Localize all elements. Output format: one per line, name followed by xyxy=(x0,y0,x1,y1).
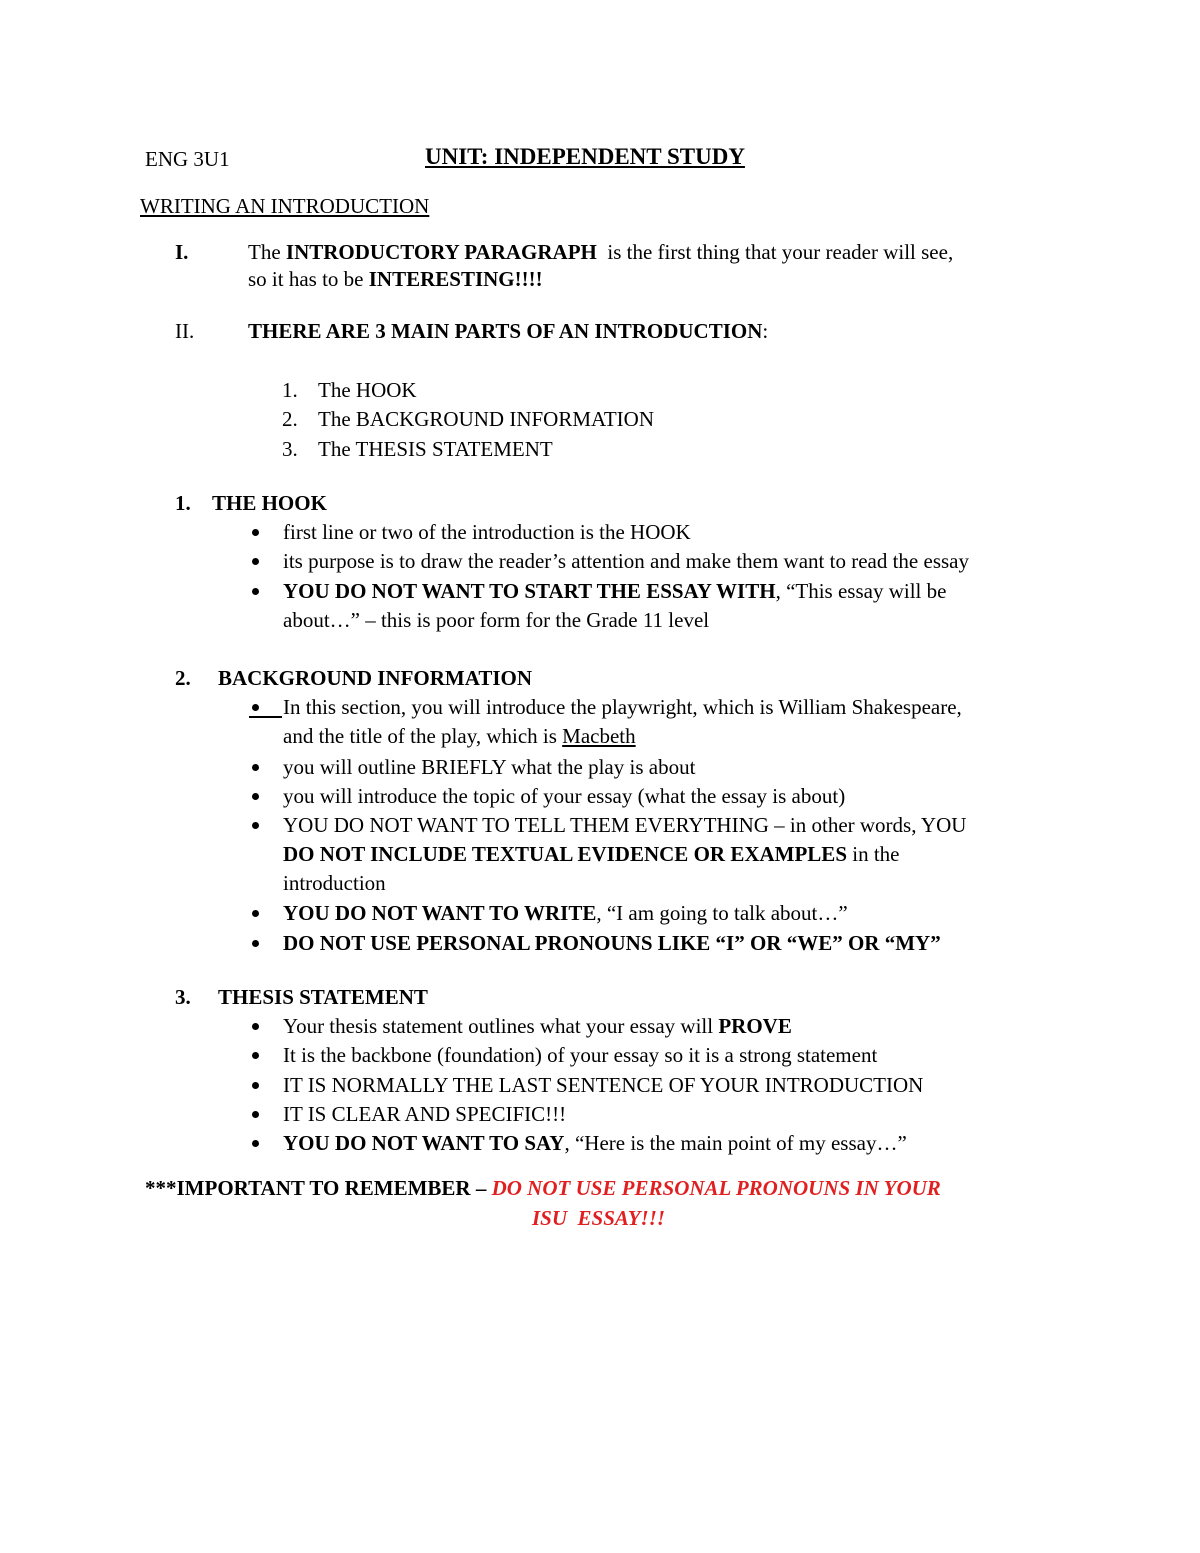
bullet-icon xyxy=(252,822,259,829)
background-bullet-4-line3: introduction xyxy=(283,871,386,895)
background-bullet-1-line1: In this section, you will introduce the playwright, which is William Shakespeare, xyxy=(283,695,962,719)
list-item-number: 2. xyxy=(282,407,298,431)
bullet-icon xyxy=(252,793,259,800)
hook-bullet-3-line1: YOU DO NOT WANT TO START THE ESSAY WITH, “This essay will be xyxy=(283,579,947,603)
important-note-line1: ***IMPORTANT TO REMEMBER – DO NOT USE PERSONAL PRONOUNS IN YOUR xyxy=(145,1176,941,1200)
list-item-number: 3. xyxy=(282,437,298,461)
bullet-underline xyxy=(249,716,282,718)
list-item-number: 1. xyxy=(282,378,298,402)
background-heading: BACKGROUND INFORMATION xyxy=(218,666,533,690)
thesis-heading: THESIS STATEMENT xyxy=(218,985,428,1009)
important-note-line2: ISU ESSAY!!! xyxy=(532,1206,666,1230)
bullet-icon xyxy=(252,529,259,536)
list-item: The BACKGROUND INFORMATION xyxy=(318,407,654,431)
bullet-icon xyxy=(252,1023,259,1030)
thesis-bullet-3: IT IS NORMALLY THE LAST SENTENCE OF YOUR INTRODUCTION xyxy=(283,1073,924,1097)
thesis-bullet-5: YOU DO NOT WANT TO SAY, “Here is the main point of my essay…” xyxy=(283,1131,907,1155)
background-bullet-6: DO NOT USE PERSONAL PRONOUNS LIKE “I” OR “WE” OR “MY” xyxy=(283,931,941,955)
background-bullet-2: you will outline BRIEFLY what the play is about xyxy=(283,755,696,779)
thesis-number: 3. xyxy=(175,985,191,1009)
background-bullet-3: you will introduce the topic of your essay (what the essay is about) xyxy=(283,784,846,808)
hook-bullet-1: first line or two of the introduction is the HOOK xyxy=(283,520,691,544)
hook-number: 1. xyxy=(175,491,191,515)
bullet-icon xyxy=(252,588,259,595)
list-item: The THESIS STATEMENT xyxy=(318,437,553,461)
thesis-bullet-1: Your thesis statement outlines what your essay will PROVE xyxy=(283,1014,792,1038)
bullet-icon xyxy=(252,764,259,771)
intro-paragraph-line1: The INTRODUCTORY PARAGRAPH is the first thing that your reader will see, xyxy=(248,240,954,264)
hook-bullet-3-line2: about…” – this is poor form for the Grade 11 level xyxy=(283,608,710,632)
bullet-icon xyxy=(252,558,259,565)
bullet-icon xyxy=(252,704,259,711)
bullet-icon xyxy=(252,1140,259,1147)
roman-numeral-i: I. xyxy=(175,240,189,264)
thesis-bullet-4: IT IS CLEAR AND SPECIFIC!!! xyxy=(283,1102,567,1126)
roman-numeral-ii: II. xyxy=(175,319,195,343)
background-bullet-5: YOU DO NOT WANT TO WRITE, “I am going to talk about…” xyxy=(283,901,848,925)
list-item: The HOOK xyxy=(318,378,417,402)
background-bullet-4-line1: YOU DO NOT WANT TO TELL THEM EVERYTHING – in other words, YOU xyxy=(283,813,967,837)
course-code: ENG 3U1 xyxy=(145,147,230,171)
bullet-icon xyxy=(252,940,259,947)
section-title: WRITING AN INTRODUCTION xyxy=(140,194,430,218)
background-number: 2. xyxy=(175,666,191,690)
intro-paragraph-line2: so it has to be INTERESTING!!!! xyxy=(248,267,543,291)
hook-bullet-2: its purpose is to draw the reader’s attention and make them want to read the essay xyxy=(283,549,969,573)
bullet-icon xyxy=(252,910,259,917)
unit-title: UNIT: INDEPENDENT STUDY xyxy=(425,144,745,169)
thesis-bullet-2: It is the backbone (foundation) of your essay so it is a strong statement xyxy=(283,1043,878,1067)
bullet-icon xyxy=(252,1082,259,1089)
background-bullet-1-line2: and the title of the play, which is Macbeth xyxy=(283,724,636,748)
play-title: Macbeth xyxy=(562,724,636,748)
background-bullet-4-line2: DO NOT INCLUDE TEXTUAL EVIDENCE OR EXAMPLES in the xyxy=(283,842,900,866)
bullet-icon xyxy=(252,1111,259,1118)
main-parts-heading: THERE ARE 3 MAIN PARTS OF AN INTRODUCTION: xyxy=(248,319,769,343)
hook-heading: THE HOOK xyxy=(212,491,327,515)
bullet-icon xyxy=(252,1052,259,1059)
